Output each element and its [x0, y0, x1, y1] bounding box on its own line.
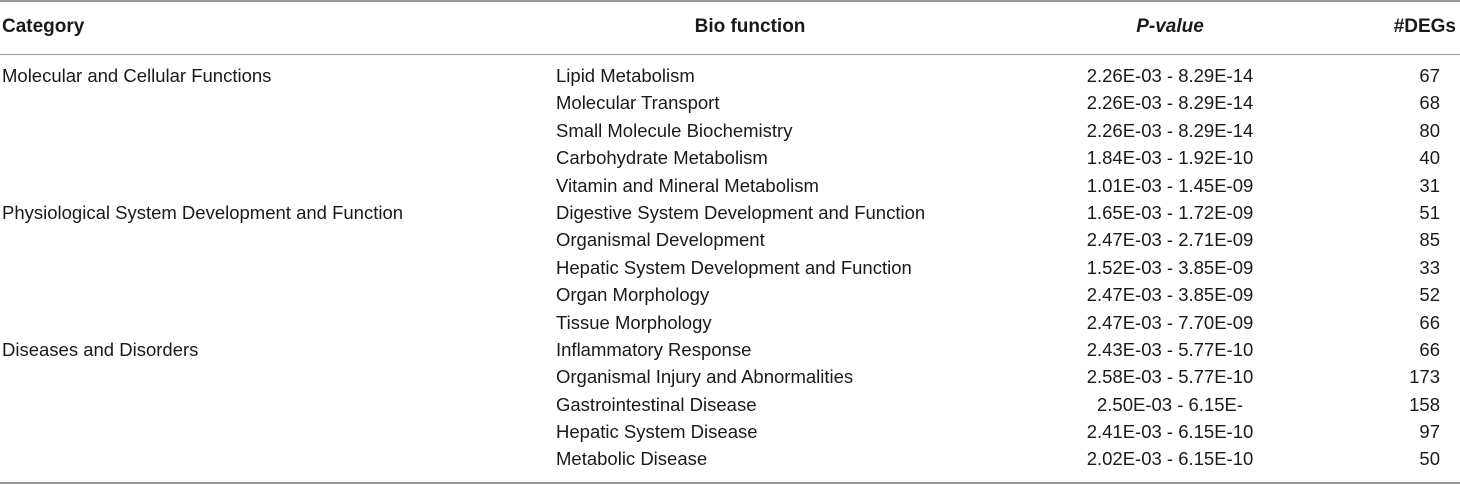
- cell-bio-function: Inflammatory Response: [556, 338, 752, 360]
- table-row: [0, 117, 1460, 144]
- cell-p-value: 1.84E-03 - 1.92E-10: [1086, 147, 1254, 169]
- table-row: [0, 391, 1460, 418]
- table-row: [0, 89, 1460, 116]
- table-bottom-rule: [0, 482, 1460, 484]
- cell-bio-function: Organismal Injury and Abnormalities: [556, 366, 854, 388]
- cell-p-value: 2.47E-03 - 2.71E-09: [1086, 229, 1254, 251]
- cell-bio-function: Hepatic System Disease: [556, 421, 758, 443]
- cell-p-value: 2.50E-03 - 6.15E-: [1096, 393, 1244, 415]
- cell-degs: 80: [1419, 119, 1440, 141]
- cell-degs: 33: [1419, 256, 1440, 278]
- cell-p-value: 2.02E-03 - 6.15E-10: [1086, 448, 1254, 470]
- cell-bio-function: Tissue Morphology: [556, 311, 712, 333]
- table-row: [0, 254, 1460, 281]
- cell-p-value: 2.43E-03 - 5.77E-10: [1086, 338, 1254, 360]
- cell-bio-function: Metabolic Disease: [556, 448, 708, 470]
- cell-degs: 66: [1419, 311, 1440, 333]
- table-row: [0, 144, 1460, 171]
- cell-category: Diseases and Disorders: [2, 338, 199, 360]
- table-row: [0, 172, 1460, 199]
- table-row: [0, 281, 1460, 308]
- header-p-value: P-value: [1136, 16, 1204, 37]
- table-header-rule: [0, 54, 1460, 55]
- table-row: [0, 62, 1460, 89]
- cell-p-value: 2.58E-03 - 5.77E-10: [1086, 366, 1254, 388]
- cell-p-value: 2.26E-03 - 8.29E-14: [1086, 92, 1254, 114]
- table-row: [0, 363, 1460, 390]
- cell-p-value: 2.41E-03 - 6.15E-10: [1086, 421, 1254, 443]
- table-row: [0, 199, 1460, 226]
- cell-bio-function: Gastrointestinal Disease: [556, 393, 757, 415]
- cell-bio-function: Hepatic System Development and Function: [556, 256, 912, 278]
- cell-bio-function: Carbohydrate Metabolism: [556, 147, 768, 169]
- cell-degs: 97: [1419, 421, 1440, 443]
- cell-degs: 31: [1419, 174, 1440, 196]
- cell-degs: 50: [1419, 448, 1440, 470]
- cell-category: Physiological System Development and Function: [2, 201, 404, 223]
- cell-bio-function: Small Molecule Biochemistry: [556, 119, 793, 141]
- cell-p-value: 1.01E-03 - 1.45E-09: [1086, 174, 1254, 196]
- header-degs: #DEGs: [1393, 16, 1456, 37]
- table-row: [0, 445, 1460, 472]
- cell-degs: 51: [1419, 201, 1440, 223]
- cell-degs: 52: [1419, 284, 1440, 306]
- cell-degs: 158: [1409, 393, 1440, 415]
- cell-degs: 68: [1419, 92, 1440, 114]
- cell-p-value: 1.65E-03 - 1.72E-09: [1086, 201, 1254, 223]
- cell-bio-function: Digestive System Development and Function: [556, 201, 926, 223]
- cell-p-value: 2.47E-03 - 3.85E-09: [1086, 284, 1254, 306]
- cell-p-value: 1.52E-03 - 3.85E-09: [1086, 256, 1254, 278]
- table-row: [0, 226, 1460, 253]
- cell-p-value: 2.26E-03 - 8.29E-14: [1086, 65, 1254, 86]
- cell-degs: 66: [1419, 338, 1440, 360]
- cell-bio-function: Molecular Transport: [556, 92, 720, 114]
- cell-category: Molecular and Cellular Functions: [2, 65, 272, 86]
- cell-bio-function: Lipid Metabolism: [556, 65, 695, 86]
- cell-bio-function: Vitamin and Mineral Metabolism: [556, 174, 819, 196]
- table-row: [0, 309, 1460, 336]
- table-row: [0, 418, 1460, 445]
- cell-degs: 85: [1419, 229, 1440, 251]
- header-category: Category: [2, 16, 85, 37]
- cell-bio-function: Organ Morphology: [556, 284, 710, 306]
- table-top-rule: [0, 0, 1460, 2]
- cell-bio-function: Organismal Development: [556, 229, 765, 251]
- table-row: [0, 336, 1460, 363]
- cell-degs: 40: [1419, 147, 1440, 169]
- cell-p-value: 2.26E-03 - 8.29E-14: [1086, 119, 1254, 141]
- table-body: [0, 62, 1460, 473]
- header-bio-function: Bio function: [694, 16, 806, 37]
- cell-degs: 67: [1419, 65, 1440, 86]
- cell-p-value: 2.47E-03 - 7.70E-09: [1086, 311, 1254, 333]
- cell-degs: 173: [1409, 366, 1440, 388]
